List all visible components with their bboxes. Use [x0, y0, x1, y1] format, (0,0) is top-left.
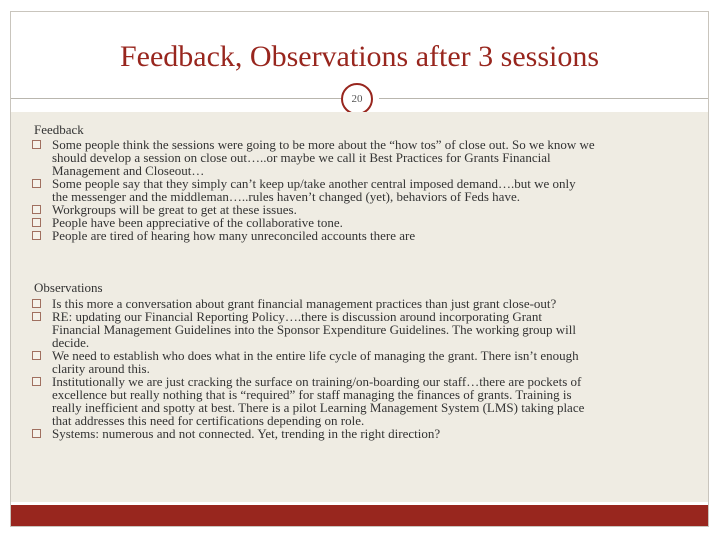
observations-item [32, 427, 692, 440]
feedback-heading: Feedback [34, 122, 84, 137]
bullet-marker-icon [32, 179, 41, 188]
bullet-marker-icon [32, 299, 41, 308]
feedback-item-line: People have been appreciative of the collaborative tone. [52, 215, 343, 230]
bullet-marker-icon [32, 205, 41, 214]
feedback-item-line: Workgroups will be great to get at these issues. [52, 202, 297, 217]
bullet-marker-icon [32, 429, 41, 438]
observations-list [32, 297, 692, 440]
footer-bar [11, 505, 708, 526]
feedback-item-line: Some people say that they simply can’t keep up/take another central imposed demand….but we only [52, 176, 576, 191]
observations-item-line: Is this more a conversation about grant financial management practices than just grant close-out? [52, 296, 557, 311]
feedback-list [32, 138, 692, 242]
observations-item-line: really inefficient and spotty at best. There is a pilot Learning Management System (LMS) taking place [52, 400, 585, 415]
feedback-item [32, 229, 692, 242]
observations-item-line: that addresses this need for certifications depending on role. [52, 413, 365, 428]
bullet-marker-icon [32, 312, 41, 321]
feedback-item-line: should develop a session on close out…..or maybe we call it Best Practices for Grants Financial [52, 150, 551, 165]
feedback-item-line: People are tired of hearing how many unreconciled accounts there are [52, 228, 416, 243]
slide-title: Feedback, Observations after 3 sessions [119, 40, 600, 73]
observations-item-line: clarity around this. [52, 361, 150, 376]
observations-item [32, 375, 692, 427]
observations-item [32, 310, 692, 349]
bullet-marker-icon [32, 351, 41, 360]
feedback-item-line: Management and Closeout… [52, 163, 205, 178]
feedback-item-line: the messenger and the middleman…..rules haven’t changed (yet), behaviors of Feds have. [52, 189, 520, 204]
feedback-item-line: Some people think the sessions were going to be more about the “how tos” of close out. So we know we [52, 137, 595, 152]
title-divider-right [379, 98, 708, 99]
observations-item-line: decide. [52, 335, 90, 350]
slide-number-badge: 20 [341, 83, 373, 115]
observations-heading: Observations [34, 280, 103, 295]
title-area [11, 12, 708, 91]
observations-item-line: excellence but really nothing that is “required” for staff managing the finances of grants. Training is [52, 387, 572, 402]
observations-item [32, 349, 692, 375]
bullet-marker-icon [32, 218, 41, 227]
observations-item-line: We need to establish who does what in the entire life cycle of managing the grant. There isn’t enough [52, 348, 579, 363]
bullet-marker-icon [32, 377, 41, 386]
feedback-item [32, 177, 692, 203]
feedback-item [32, 138, 692, 177]
observations-item-line: RE: updating our Financial Reporting Policy….there is discussion around incorporating Grant [52, 309, 542, 324]
observations-item-line: Financial Management Guidelines into the Sponsor Expenditure Guidelines. The working group will [52, 322, 576, 337]
bullet-marker-icon [32, 140, 41, 149]
bullet-marker-icon [32, 231, 41, 240]
observations-item-line: Institutionally we are just cracking the surface on training/on-boarding our staff…there are pockets of [52, 374, 582, 389]
title-divider-left [11, 98, 341, 99]
observations-item-line: Systems: numerous and not connected. Yet, trending in the right direction? [52, 426, 441, 441]
